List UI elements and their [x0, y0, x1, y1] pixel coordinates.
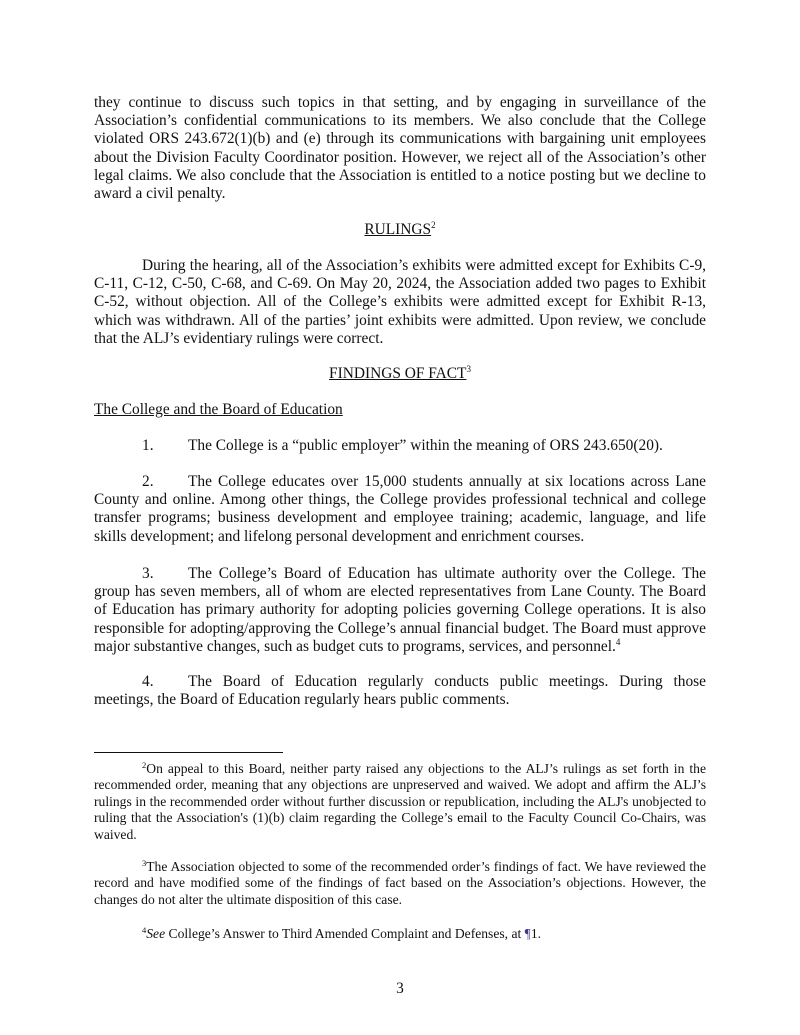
- footnote-text: College’s Answer to Third Amended Complaint and Defenses, at: [165, 926, 525, 941]
- footnote-ref: 3: [466, 364, 471, 374]
- footnote-3: [94, 859, 706, 908]
- intro-paragraph: they continue to discuss such topics in that setting, and by engaging in surveillance of the Association’s confidential communications to its members. We also conclude that the College violated ORS 243.672(1)(b) and (e) through its communications with bargaining unit employees about the Division Faculty Coordinator position. However, we reject all of the Association’s other legal claims. We also conclude that the Association is entitled to a notice posting but we decline to award a civil penalty.: [94, 94, 706, 203]
- footnote-2: [94, 761, 706, 843]
- page-number: 3: [396, 980, 404, 997]
- finding-text: The College educates over 15,000 students annually at six locations across Lane County and online. Among other things, the College provides professional technical and college transfer programs; business development and employee training; academic, language, and life skills development; and lifelong personal development and enrichment courses.: [94, 473, 706, 545]
- footnote-ref: 2: [431, 220, 436, 230]
- footnote-text: The Association objected to some of the recommended order’s findings of fact. We have reviewed the record and have modified some of the findings of fact based on the Association’s objections. However, the changes do not alter the ultimate disposition of this case.: [94, 859, 706, 907]
- footnote-marker: 4: [142, 925, 147, 935]
- findings-heading-text: FINDINGS OF FACT: [329, 365, 467, 382]
- finding-4: [94, 673, 706, 709]
- footnote-separator: [94, 752, 283, 753]
- section-subheading: [94, 401, 706, 419]
- rulings-heading: [94, 221, 706, 239]
- finding-text: The Board of Education regularly conducts public meetings. During those meetings, the Board of Education regularly hears public comments.: [94, 673, 706, 709]
- rulings-paragraph: During the hearing, all of the Association’s exhibits were admitted except for Exhibits C-9, C-11, C-12, C-50, C-68, and C-69. On May 20, 2024, the Association added two pages to Exhibit C-52, without objection. All of the College’s exhibits were admitted except for Exhibit R-13, which was withdrawn. All of the parties’ joint exhibits were admitted. Upon review, we conclude that the ALJ’s evidentiary rulings were correct.: [94, 257, 706, 347]
- findings-heading: [94, 365, 706, 383]
- footnote-text: On appeal to this Board, neither party raised any objections to the ALJ’s rulings as set forth in the recommended order, meaning that any objections are unpreserved and waived. We adopt and affirm the ALJ’s rulings in the recommended order without further discussion or republication, including the ALJ's unobjected to ruling that the Association's (1)(b) claim regarding the College’s email to the Faculty Council Co-Chairs, was waived.: [94, 761, 706, 842]
- finding-number: 2.: [142, 473, 154, 490]
- rulings-heading-text: RULINGS: [364, 221, 432, 238]
- finding-text: The College is a “public employer” within the meaning of ORS 243.650(20).: [188, 437, 663, 454]
- finding-text: The College’s Board of Education has ultimate authority over the College. The group has seven members, all of whom are elected representatives from Lane County. The Board of Education has primary authority for adopting policies governing College operations. It is also responsible for adopting/approving the College’s annual financial budget. The Board must approve major substantive changes, such as budget cuts to programs, services, and personnel.: [94, 565, 706, 655]
- pilcrow-icon: ¶: [524, 926, 531, 941]
- footnote-ref: 4: [615, 636, 621, 647]
- finding-3: [94, 565, 706, 656]
- footnote-italic: See: [146, 926, 166, 941]
- finding-number: 1.: [142, 437, 154, 454]
- finding-1: [94, 437, 706, 455]
- footnote-text: 1.: [530, 926, 542, 941]
- footnote-marker: 3: [142, 858, 147, 868]
- footnote-4: [94, 926, 706, 942]
- finding-2: [94, 473, 706, 546]
- finding-number: 3.: [142, 565, 154, 582]
- subheading-text: The College and the Board of Education: [94, 401, 343, 418]
- footnote-marker: 2: [142, 760, 147, 770]
- finding-number: 4.: [142, 673, 154, 690]
